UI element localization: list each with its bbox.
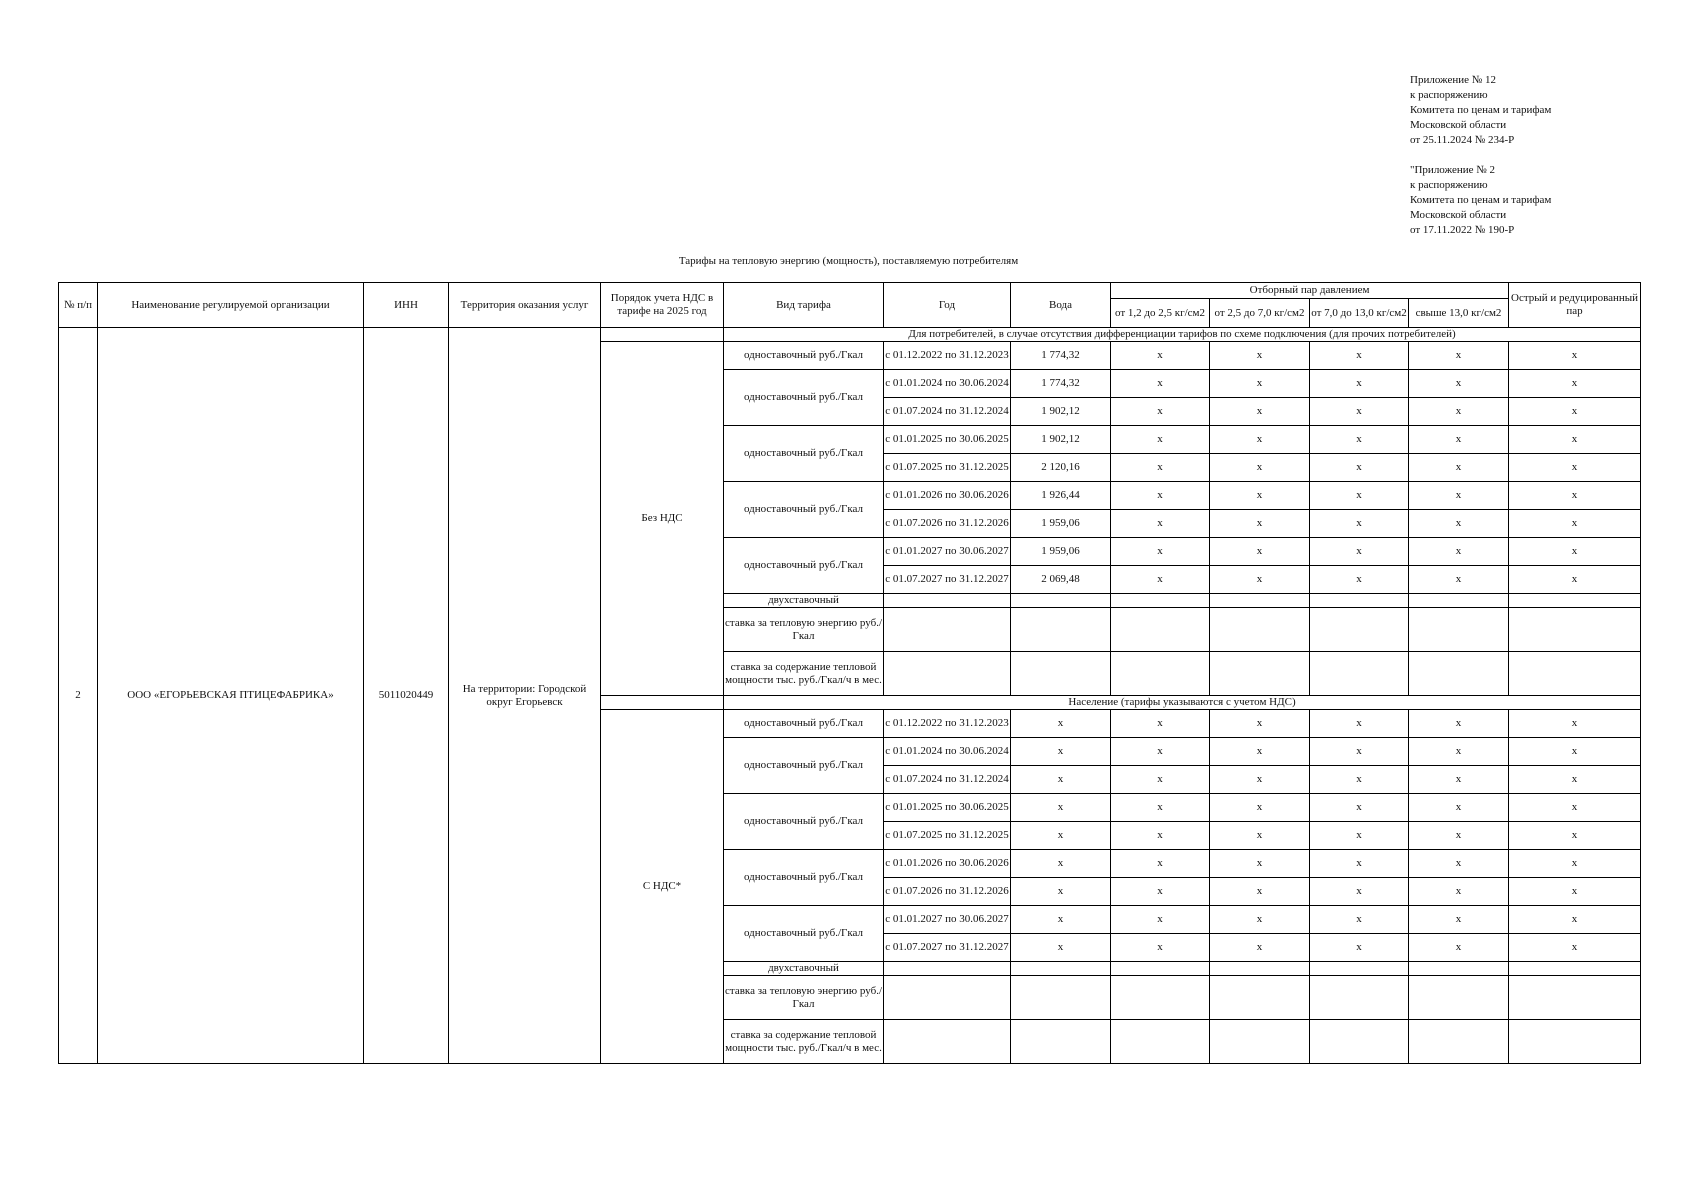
annex-line: "Приложение № 2 <box>1410 164 1496 176</box>
empty-cell <box>1210 962 1310 976</box>
period-cell: с 01.01.2025 по 30.06.2025 <box>884 794 1011 822</box>
header-year: Год <box>884 283 1011 328</box>
empty-mark-cell: x <box>1509 454 1641 482</box>
empty-cell <box>1509 594 1641 608</box>
empty-mark-cell: x <box>1310 794 1409 822</box>
empty-cell <box>1310 962 1409 976</box>
document-title: Тарифы на тепловую энергию (мощность), поставляемую потребителям <box>678 255 1019 267</box>
empty-mark-cell: x <box>1111 906 1210 934</box>
header-sharp-steam: Острый и редуцированный пар <box>1509 283 1641 328</box>
section-vat-pad <box>601 696 724 710</box>
water-value-cell: x <box>1011 850 1111 878</box>
empty-mark-cell: x <box>1509 738 1641 766</box>
tariff-type-cell: одноставочный руб./Гкал <box>724 482 884 538</box>
empty-mark-cell: x <box>1210 794 1310 822</box>
empty-cell <box>1011 962 1111 976</box>
water-value-cell: x <box>1011 766 1111 794</box>
annex-line: к распоряжению <box>1410 179 1488 191</box>
water-value-cell: x <box>1011 822 1111 850</box>
tariff-type-cell: одноставочный руб./Гкал <box>724 794 884 850</box>
empty-cell <box>1310 608 1409 652</box>
empty-mark-cell: x <box>1310 370 1409 398</box>
empty-mark-cell: x <box>1310 710 1409 738</box>
tariff-type-cell: одноставочный руб./Гкал <box>724 538 884 594</box>
empty-cell <box>1310 652 1409 696</box>
empty-mark-cell: x <box>1210 482 1310 510</box>
empty-mark-cell: x <box>1509 426 1641 454</box>
row-org: ООО «ЕГОРЬЕВСКАЯ ПТИЦЕФАБРИКА» <box>98 328 364 1064</box>
empty-cell <box>1111 594 1210 608</box>
section-label-row <box>59 328 1641 342</box>
empty-cell <box>1509 608 1641 652</box>
water-value-cell: 1 959,06 <box>1011 538 1111 566</box>
empty-mark-cell: x <box>1509 398 1641 426</box>
empty-cell <box>1310 1020 1409 1064</box>
empty-mark-cell: x <box>1509 878 1641 906</box>
tariff-type-cell: одноставочный руб./Гкал <box>724 370 884 426</box>
tariff-type-cell: одноставочный руб./Гкал <box>724 426 884 482</box>
empty-mark-cell: x <box>1111 426 1210 454</box>
empty-mark-cell: x <box>1111 566 1210 594</box>
water-value-cell: 1 902,12 <box>1011 426 1111 454</box>
capacity-rate-label: ставка за содержание тепловой мощности тыс. руб./Гкал/ч в мес. <box>724 652 884 696</box>
water-value-cell: 2 069,48 <box>1011 566 1111 594</box>
empty-mark-cell: x <box>1310 566 1409 594</box>
empty-mark-cell: x <box>1409 906 1509 934</box>
header-steam-3: от 7,0 до 13,0 кг/см2 <box>1310 299 1409 328</box>
period-cell: с 01.07.2027 по 31.12.2027 <box>884 566 1011 594</box>
empty-mark-cell: x <box>1210 398 1310 426</box>
water-value-cell: x <box>1011 878 1111 906</box>
empty-cell <box>884 652 1011 696</box>
empty-mark-cell: x <box>1210 454 1310 482</box>
energy-rate-label: ставка за тепловую энергию руб./Гкал <box>724 608 884 652</box>
empty-mark-cell: x <box>1210 738 1310 766</box>
empty-mark-cell: x <box>1310 538 1409 566</box>
empty-mark-cell: x <box>1111 710 1210 738</box>
empty-mark-cell: x <box>1509 766 1641 794</box>
empty-mark-cell: x <box>1409 342 1509 370</box>
section-label: Для потребителей, в случае отсутствия дифференциации тарифов по схеме подключения (для прочих потребителей) <box>724 328 1641 342</box>
empty-mark-cell: x <box>1210 510 1310 538</box>
header-row <box>59 283 1641 299</box>
empty-cell <box>1409 1020 1509 1064</box>
empty-mark-cell: x <box>1509 710 1641 738</box>
period-cell: с 01.12.2022 по 31.12.2023 <box>884 342 1011 370</box>
section-label: Население (тарифы указываются с учетом НДС) <box>724 696 1641 710</box>
tariff-type-cell: одноставочный руб./Гкал <box>724 342 884 370</box>
period-cell: с 01.07.2024 по 31.12.2024 <box>884 766 1011 794</box>
empty-mark-cell: x <box>1310 342 1409 370</box>
empty-mark-cell: x <box>1111 822 1210 850</box>
empty-mark-cell: x <box>1210 710 1310 738</box>
header-steam-4: свыше 13,0 кг/см2 <box>1409 299 1509 328</box>
empty-cell <box>1210 1020 1310 1064</box>
empty-mark-cell: x <box>1111 766 1210 794</box>
empty-mark-cell: x <box>1310 482 1409 510</box>
tariff-type-cell: одноставочный руб./Гкал <box>724 850 884 906</box>
empty-mark-cell: x <box>1310 766 1409 794</box>
annex-line: к распоряжению <box>1410 89 1488 101</box>
empty-mark-cell: x <box>1111 342 1210 370</box>
two-rate-label: двухставочный <box>724 962 884 976</box>
empty-cell <box>1111 1020 1210 1064</box>
two-rate-label: двухставочный <box>724 594 884 608</box>
empty-mark-cell: x <box>1509 906 1641 934</box>
empty-mark-cell: x <box>1210 766 1310 794</box>
empty-cell <box>884 594 1011 608</box>
period-cell: с 01.07.2026 по 31.12.2026 <box>884 878 1011 906</box>
water-value-cell: 1 902,12 <box>1011 398 1111 426</box>
empty-mark-cell: x <box>1409 426 1509 454</box>
empty-cell <box>1310 976 1409 1020</box>
empty-mark-cell: x <box>1409 566 1509 594</box>
empty-mark-cell: x <box>1409 398 1509 426</box>
empty-cell <box>1011 608 1111 652</box>
period-cell: с 01.07.2025 по 31.12.2025 <box>884 822 1011 850</box>
empty-cell <box>1509 652 1641 696</box>
empty-mark-cell: x <box>1210 426 1310 454</box>
annex-line: от 25.11.2024 № 234-Р <box>1410 134 1515 146</box>
empty-mark-cell: x <box>1310 906 1409 934</box>
annex-current <box>1410 73 1551 148</box>
capacity-rate-label: ставка за содержание тепловой мощности тыс. руб./Гкал/ч в мес. <box>724 1020 884 1064</box>
empty-cell <box>1409 962 1509 976</box>
empty-cell <box>1011 976 1111 1020</box>
row-territory: На территории: Городской округ Егорьевск <box>449 328 601 1064</box>
empty-mark-cell: x <box>1111 878 1210 906</box>
empty-cell <box>1310 594 1409 608</box>
annex-line: от 17.11.2022 № 190-Р <box>1410 224 1515 236</box>
header-steam-group: Отборный пар давлением <box>1111 283 1509 299</box>
empty-cell <box>1509 1020 1641 1064</box>
empty-cell <box>1210 976 1310 1020</box>
empty-mark-cell: x <box>1509 934 1641 962</box>
empty-mark-cell: x <box>1111 398 1210 426</box>
empty-cell <box>1011 594 1111 608</box>
annex-line: Московской области <box>1410 119 1507 131</box>
empty-mark-cell: x <box>1310 850 1409 878</box>
empty-mark-cell: x <box>1409 370 1509 398</box>
water-value-cell: x <box>1011 738 1111 766</box>
empty-cell <box>1210 594 1310 608</box>
empty-mark-cell: x <box>1509 794 1641 822</box>
annex-line: Приложение № 12 <box>1410 74 1497 86</box>
empty-mark-cell: x <box>1409 794 1509 822</box>
empty-mark-cell: x <box>1509 538 1641 566</box>
empty-mark-cell: x <box>1310 822 1409 850</box>
empty-mark-cell: x <box>1409 510 1509 538</box>
empty-mark-cell: x <box>1509 850 1641 878</box>
empty-mark-cell: x <box>1210 906 1310 934</box>
water-value-cell: 1 774,32 <box>1011 342 1111 370</box>
period-cell: с 01.07.2024 по 31.12.2024 <box>884 398 1011 426</box>
empty-mark-cell: x <box>1310 426 1409 454</box>
empty-cell <box>884 1020 1011 1064</box>
empty-mark-cell: x <box>1210 566 1310 594</box>
empty-mark-cell: x <box>1111 454 1210 482</box>
empty-mark-cell: x <box>1509 566 1641 594</box>
period-cell: с 01.07.2025 по 31.12.2025 <box>884 454 1011 482</box>
empty-mark-cell: x <box>1310 934 1409 962</box>
empty-cell <box>1111 608 1210 652</box>
tariff-type-cell: одноставочный руб./Гкал <box>724 738 884 794</box>
period-cell: с 01.07.2027 по 31.12.2027 <box>884 934 1011 962</box>
empty-mark-cell: x <box>1509 822 1641 850</box>
vat-order-cell: Без НДС <box>601 342 724 696</box>
period-cell: с 01.01.2026 по 30.06.2026 <box>884 850 1011 878</box>
vat-order-cell: С НДС* <box>601 710 724 1064</box>
empty-mark-cell: x <box>1409 538 1509 566</box>
empty-mark-cell: x <box>1210 538 1310 566</box>
empty-cell <box>1409 594 1509 608</box>
empty-mark-cell: x <box>1111 538 1210 566</box>
empty-mark-cell: x <box>1310 738 1409 766</box>
empty-cell <box>1011 1020 1111 1064</box>
annex-line: Комитета по ценам и тарифам <box>1410 104 1552 116</box>
empty-mark-cell: x <box>1310 454 1409 482</box>
empty-mark-cell: x <box>1111 370 1210 398</box>
empty-mark-cell: x <box>1409 482 1509 510</box>
empty-mark-cell: x <box>1409 710 1509 738</box>
empty-mark-cell: x <box>1509 342 1641 370</box>
empty-cell <box>1210 652 1310 696</box>
header-tariff-type: Вид тарифа <box>724 283 884 328</box>
empty-mark-cell: x <box>1509 482 1641 510</box>
energy-rate-label: ставка за тепловую энергию руб./Гкал <box>724 976 884 1020</box>
section-vat-pad <box>601 328 724 342</box>
empty-mark-cell: x <box>1509 510 1641 538</box>
empty-cell <box>1509 976 1641 1020</box>
empty-cell <box>884 608 1011 652</box>
empty-mark-cell: x <box>1210 822 1310 850</box>
period-cell: с 01.01.2025 по 30.06.2025 <box>884 426 1011 454</box>
water-value-cell: x <box>1011 794 1111 822</box>
empty-mark-cell: x <box>1111 482 1210 510</box>
period-cell: с 01.01.2024 по 30.06.2024 <box>884 738 1011 766</box>
annex-line: Московской области <box>1410 209 1507 221</box>
water-value-cell: x <box>1011 934 1111 962</box>
empty-cell <box>1111 962 1210 976</box>
header-steam-1: от 1,2 до 2,5 кг/см2 <box>1111 299 1210 328</box>
annex-line: Комитета по ценам и тарифам <box>1410 194 1552 206</box>
empty-cell <box>1509 962 1641 976</box>
empty-cell <box>1409 652 1509 696</box>
empty-cell <box>1111 652 1210 696</box>
water-value-cell: 1 926,44 <box>1011 482 1111 510</box>
period-cell: с 01.01.2027 по 30.06.2027 <box>884 906 1011 934</box>
empty-cell <box>884 962 1011 976</box>
empty-mark-cell: x <box>1111 850 1210 878</box>
empty-mark-cell: x <box>1409 850 1509 878</box>
header-org: Наименование регулируемой организации <box>98 283 364 328</box>
empty-mark-cell: x <box>1310 398 1409 426</box>
empty-cell <box>1409 976 1509 1020</box>
empty-cell <box>1011 652 1111 696</box>
period-cell: с 01.01.2026 по 30.06.2026 <box>884 482 1011 510</box>
header-territory: Территория оказания услуг <box>449 283 601 328</box>
period-cell: с 01.07.2026 по 31.12.2026 <box>884 510 1011 538</box>
empty-mark-cell: x <box>1111 794 1210 822</box>
empty-mark-cell: x <box>1111 510 1210 538</box>
empty-mark-cell: x <box>1111 738 1210 766</box>
header-vat-order: Порядок учета НДС в тарифе на 2025 год <box>601 283 724 328</box>
empty-mark-cell: x <box>1210 342 1310 370</box>
empty-mark-cell: x <box>1409 878 1509 906</box>
header-water: Вода <box>1011 283 1111 328</box>
empty-mark-cell: x <box>1409 766 1509 794</box>
header-num: № п/п <box>59 283 98 328</box>
empty-mark-cell: x <box>1310 878 1409 906</box>
empty-cell <box>1409 608 1509 652</box>
empty-mark-cell: x <box>1409 822 1509 850</box>
tariff-type-cell: одноставочный руб./Гкал <box>724 710 884 738</box>
empty-mark-cell: x <box>1111 934 1210 962</box>
empty-mark-cell: x <box>1509 370 1641 398</box>
empty-mark-cell: x <box>1409 454 1509 482</box>
empty-mark-cell: x <box>1409 738 1509 766</box>
empty-mark-cell: x <box>1210 934 1310 962</box>
empty-mark-cell: x <box>1310 510 1409 538</box>
header-steam-2: от 2,5 до 7,0 кг/см2 <box>1210 299 1310 328</box>
empty-mark-cell: x <box>1210 878 1310 906</box>
empty-cell <box>1111 976 1210 1020</box>
water-value-cell: x <box>1011 710 1111 738</box>
water-value-cell: 1 959,06 <box>1011 510 1111 538</box>
header-inn: ИНН <box>364 283 449 328</box>
water-value-cell: 1 774,32 <box>1011 370 1111 398</box>
tariff-type-cell: одноставочный руб./Гкал <box>724 906 884 962</box>
water-value-cell: 2 120,16 <box>1011 454 1111 482</box>
empty-mark-cell: x <box>1210 850 1310 878</box>
water-value-cell: x <box>1011 906 1111 934</box>
row-inn: 5011020449 <box>364 328 449 1064</box>
period-cell: с 01.01.2027 по 30.06.2027 <box>884 538 1011 566</box>
row-num: 2 <box>59 328 98 1064</box>
empty-cell <box>884 976 1011 1020</box>
period-cell: с 01.01.2024 по 30.06.2024 <box>884 370 1011 398</box>
tariff-table <box>58 282 1641 1064</box>
empty-cell <box>1210 608 1310 652</box>
empty-mark-cell: x <box>1409 934 1509 962</box>
annex-original <box>1410 163 1551 238</box>
empty-mark-cell: x <box>1210 370 1310 398</box>
period-cell: с 01.12.2022 по 31.12.2023 <box>884 710 1011 738</box>
